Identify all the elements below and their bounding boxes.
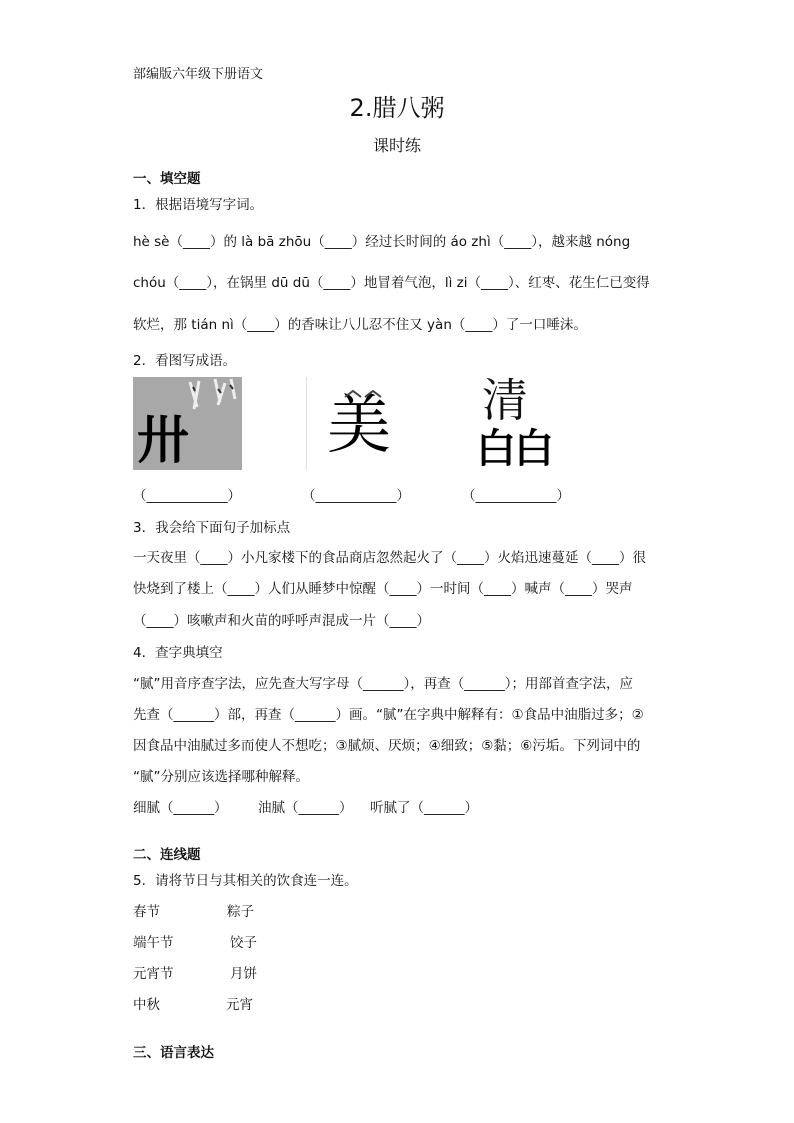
q4-line-1: “腻”用音序查字法，应先查大写字母（______），再查（______）；用部首查字法，应 [133, 676, 633, 692]
idiom-picture-2 [306, 377, 411, 470]
food-item[interactable]: 月饼 [230, 966, 257, 982]
page-subtitle: 课时练 [372, 136, 421, 155]
q2-blank-3[interactable]: （____________） [462, 488, 570, 504]
q4-line-2: 先查（______）部，再查（______）画。“腻”在字典中解释有：①食品中油脂过多；② [133, 707, 644, 723]
q5-label: 5．请将节日与其相关的饮食连一连。 [133, 873, 358, 889]
food-item[interactable]: 元宵 [226, 997, 253, 1013]
food-item[interactable]: 饺子 [230, 935, 257, 951]
q4-line-3: 因食品中油腻过多而使人不想吃；③腻烦、厌烦；④细致；⑤黏；⑥污垢。下列词中的 [133, 738, 641, 754]
idiom-picture-3-top: 清 [482, 377, 528, 427]
q3-line-3: （____）咳嗽声和火苗的呼呼声混成一片（____） [133, 613, 430, 629]
q1-line-3: 软烂，那 tián nì（____）的香味让八儿忍不住又 yàn（____）了一口唾沫。 [133, 317, 587, 333]
idiom-picture-1-chars: 卅 [137, 411, 190, 470]
q4-line-4: “腻”分别应该选择哪种解释。 [133, 769, 309, 785]
section-matching: 二、连线题 [133, 847, 201, 863]
idiom-picture-3-bottom: 白白 [476, 426, 552, 470]
q3-label: 3．我会给下面句子加标点 [133, 520, 291, 536]
q1-line-1: hè sè（____）的 là bā zhōu（____）经过长时间的 áo zhì（____），越来越 nóng [133, 234, 631, 250]
q1-line-2: chóu（____），在锅里 dū dū（____）地冒着气泡，lì zi（____）、红枣、花生仁已变得 [133, 275, 650, 291]
festival-item[interactable]: 中秋 [133, 997, 160, 1013]
q3-line-1: 一天夜里（____）小凡家楼下的食品商店忽然起火了（____）火焰迅速蔓延（____）很 [133, 550, 646, 566]
q2-label: 2．看图写成语。 [133, 353, 237, 369]
festival-item[interactable]: 春节 [133, 904, 160, 920]
idiom-picture-2-mark [343, 387, 383, 401]
q2-blank-2[interactable]: （____________） [302, 488, 410, 504]
idiom-picture-3 [474, 377, 570, 470]
doc-header: 部编版六年级下册语文 [133, 67, 264, 82]
q4-word-1[interactable]: 细腻（______） [133, 800, 228, 816]
idiom-picture-1-scribbles [185, 377, 242, 427]
q4-word-2[interactable]: 油腻（______） [258, 800, 353, 816]
section-language-expression: 三、语言表达 [133, 1045, 214, 1061]
q3-line-2: 快烧到了楼上（____）人们从睡梦中惊醒（____）一时间（____）喊声（____）哭声 [133, 581, 633, 597]
section-fill-blank: 一、填空题 [133, 171, 201, 187]
page-title: 2.腊八粥 [349, 94, 445, 122]
festival-item[interactable]: 端午节 [133, 935, 174, 951]
idiom-picture-1 [133, 377, 242, 470]
festival-item[interactable]: 元宵节 [133, 966, 174, 982]
idiom-picture-2-char: 美 [327, 389, 391, 463]
q2-blank-1[interactable]: （____________） [133, 488, 241, 504]
q4-word-3[interactable]: 听腻了（______） [370, 800, 478, 816]
q1-label: 1．根据语境写字词。 [133, 197, 264, 213]
food-item[interactable]: 粽子 [227, 904, 254, 920]
q4-label: 4．查字典填空 [133, 645, 223, 661]
